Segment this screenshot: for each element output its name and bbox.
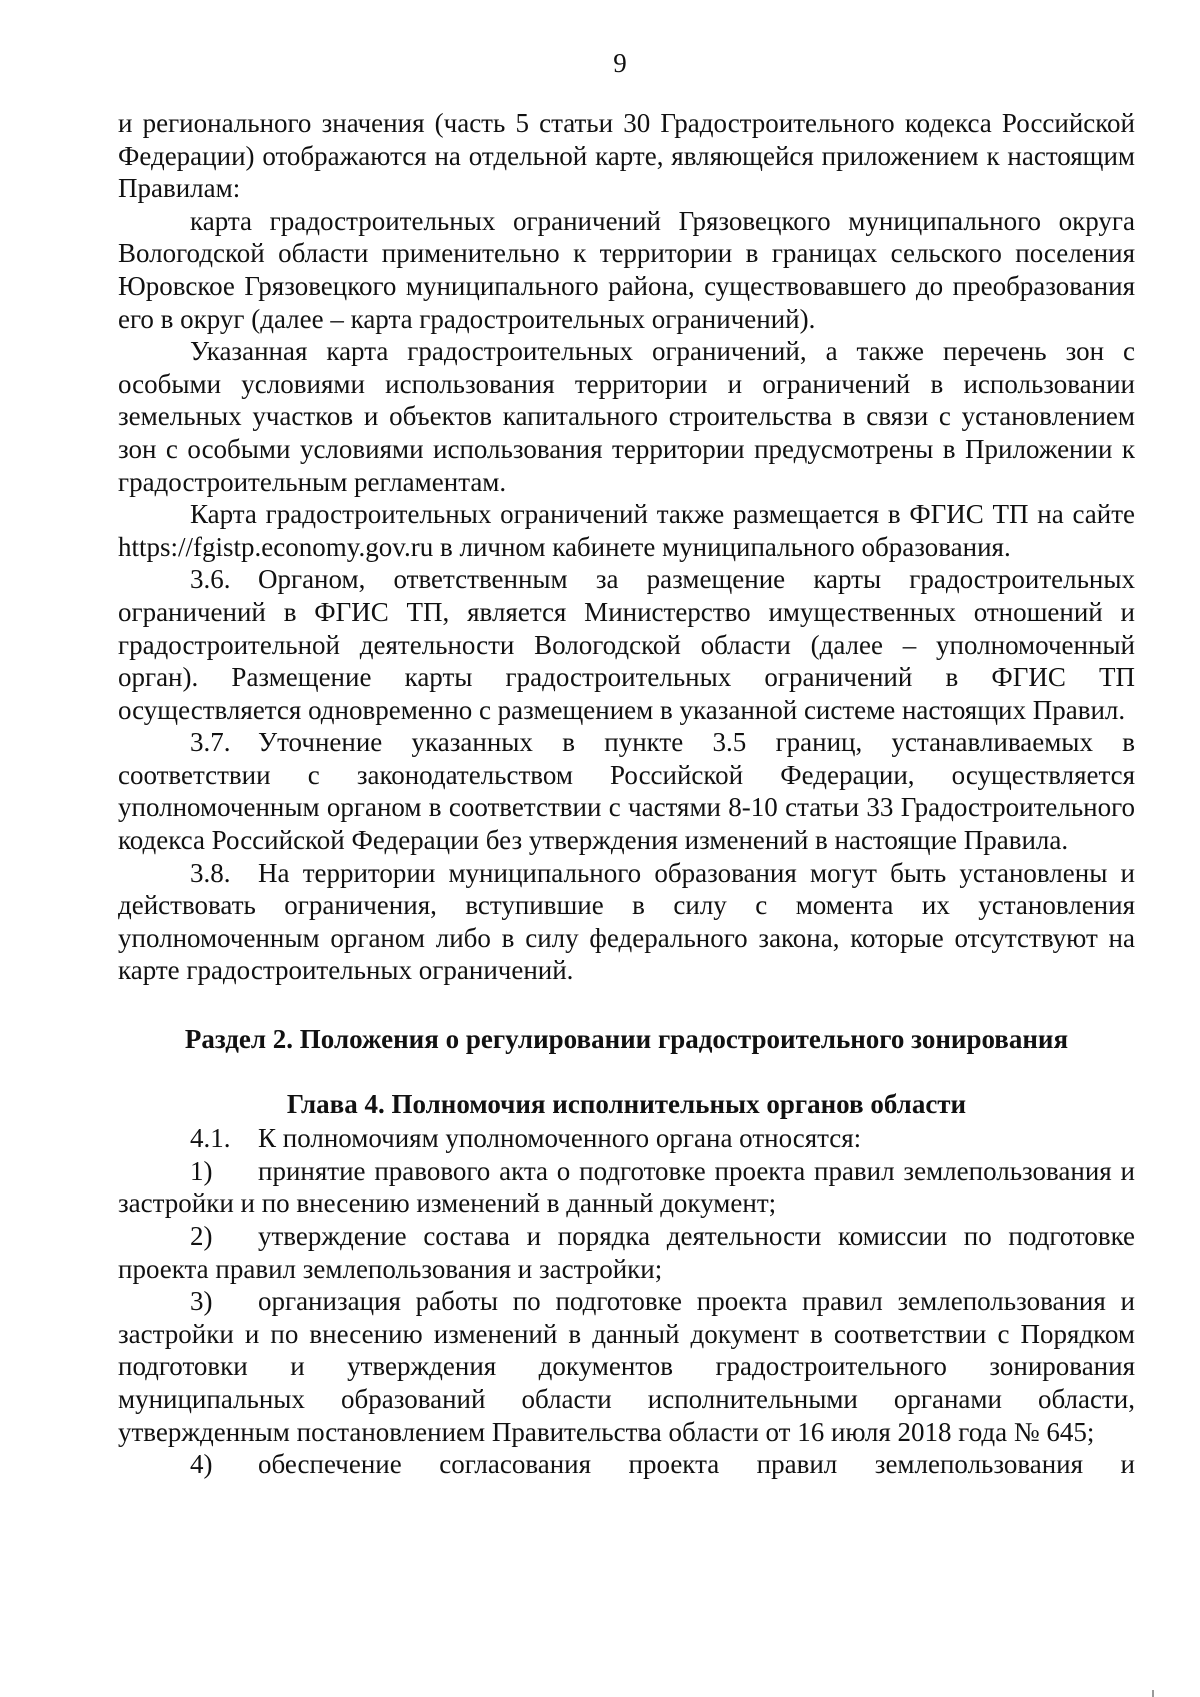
list-item-number: 4)	[190, 1449, 213, 1480]
list-item-3	[118, 1285, 1135, 1448]
clause-3-6	[118, 563, 1135, 726]
paragraph-map-description: карта градостроительных ограничений Грязовецкого муниципального округа Вологодской области применительно к территории в границах сельского поселения Юровское Грязовецкого муниципального района, существовавшего до преобразования его в округ (далее – карта градостроительных ограничений).	[118, 205, 1135, 334]
list-item-text: утверждение состава и порядка деятельности комиссии по подготовке проекта правил землепользования и застройки;	[118, 1221, 1135, 1284]
list-item-number: 3)	[190, 1286, 213, 1317]
clause-text: Уточнение указанных в пункте 3.5 границ, устанавливаемых в соответствии с законодательством Российской Федерации, осуществляется уполномоченным органом в соответствии с частями 8-10 статьи 33 Градостроительного кодекса Российской Федерации без утверждения изменений в настоящие Правила.	[118, 727, 1135, 856]
list-item-number: 2)	[190, 1221, 213, 1251]
scan-artifact-mark	[1152, 1690, 1154, 1697]
paragraph-continuation: и регионального значения (часть 5 статьи 30 Градостроительного кодекса Российской Федерации) отображаются на отдельной карте, являющейся приложением к настоящим Правилам:	[118, 108, 1135, 204]
clause-text: К полномочиям уполномоченного органа относятся:	[258, 1123, 862, 1154]
clause-number: 4.1.	[190, 1123, 231, 1154]
clause-3-8	[118, 857, 1135, 987]
paragraph-map-contents: Указанная карта градостроительных ограничений, а также перечень зон с особыми условиями использования территории и ограничений в использовании земельных участков и объектов капитального строительства в связи с установлением зон с особыми условиями использования территории предусмотрены в Приложении к градостроительным регламентам.	[118, 336, 1135, 497]
list-item-2	[118, 1220, 1135, 1285]
list-item-text: обеспечение согласования проекта правил землепользования и	[258, 1449, 1135, 1480]
page-number: 9	[613, 48, 627, 78]
clause-4-1	[118, 1122, 1135, 1155]
document-body	[118, 107, 1135, 1481]
clause-text: Органом, ответственным за размещение карты градостроительных ограничений в ФГИС ТП, является Министерство имущественных отношений и градостроительной деятельности Вологодской области (далее – уполномоченный орган). Размещение карты градостроительных ограничений в ФГИС ТП осуществляется одновременно с размещением в указанной системе настоящих Правил.	[118, 564, 1135, 725]
paragraph-map-publication: Карта градостроительных ограничений также размещается в ФГИС ТП на сайте https://fgistp.economy.gov.ru в личном кабинете муниципального образования.	[118, 499, 1135, 562]
clause-number: 3.8.	[190, 857, 231, 888]
section-heading: Раздел 2. Положения о регулировании градостроительного зонирования	[184, 1024, 1069, 1055]
list-item-text: принятие правового акта о подготовке проекта правил землепользования и застройки и по внесению изменений в данный документ;	[118, 1155, 1135, 1219]
clause-number: 3.7.	[190, 727, 231, 758]
clause-number: 3.6.	[190, 564, 231, 595]
list-item-text: организация работы по подготовке проекта правил землепользования и застройки и по внесению изменений в данный документ в соответствии с Порядком подготовки и утверждения документов градостроительного зонирования муниципальных образований области исполнительными органами области, утвержденным постановлением Правительства области от 16 июля 2018 года № 645;	[118, 1286, 1135, 1447]
list-item-4	[118, 1448, 1135, 1481]
clause-text: На территории муниципального образования могут быть установлены и действовать ограничения, вступившие в силу с момента их установления уполномоченным органом либо в силу федерального закона, которые отсутствуют на карте градостроительных ограничений.	[118, 857, 1135, 986]
list-item-number: 1)	[190, 1155, 213, 1186]
chapter-heading: Глава 4. Полномочия исполнительных органов области	[286, 1088, 967, 1119]
clause-3-7	[118, 726, 1135, 856]
list-item-1	[118, 1155, 1135, 1220]
